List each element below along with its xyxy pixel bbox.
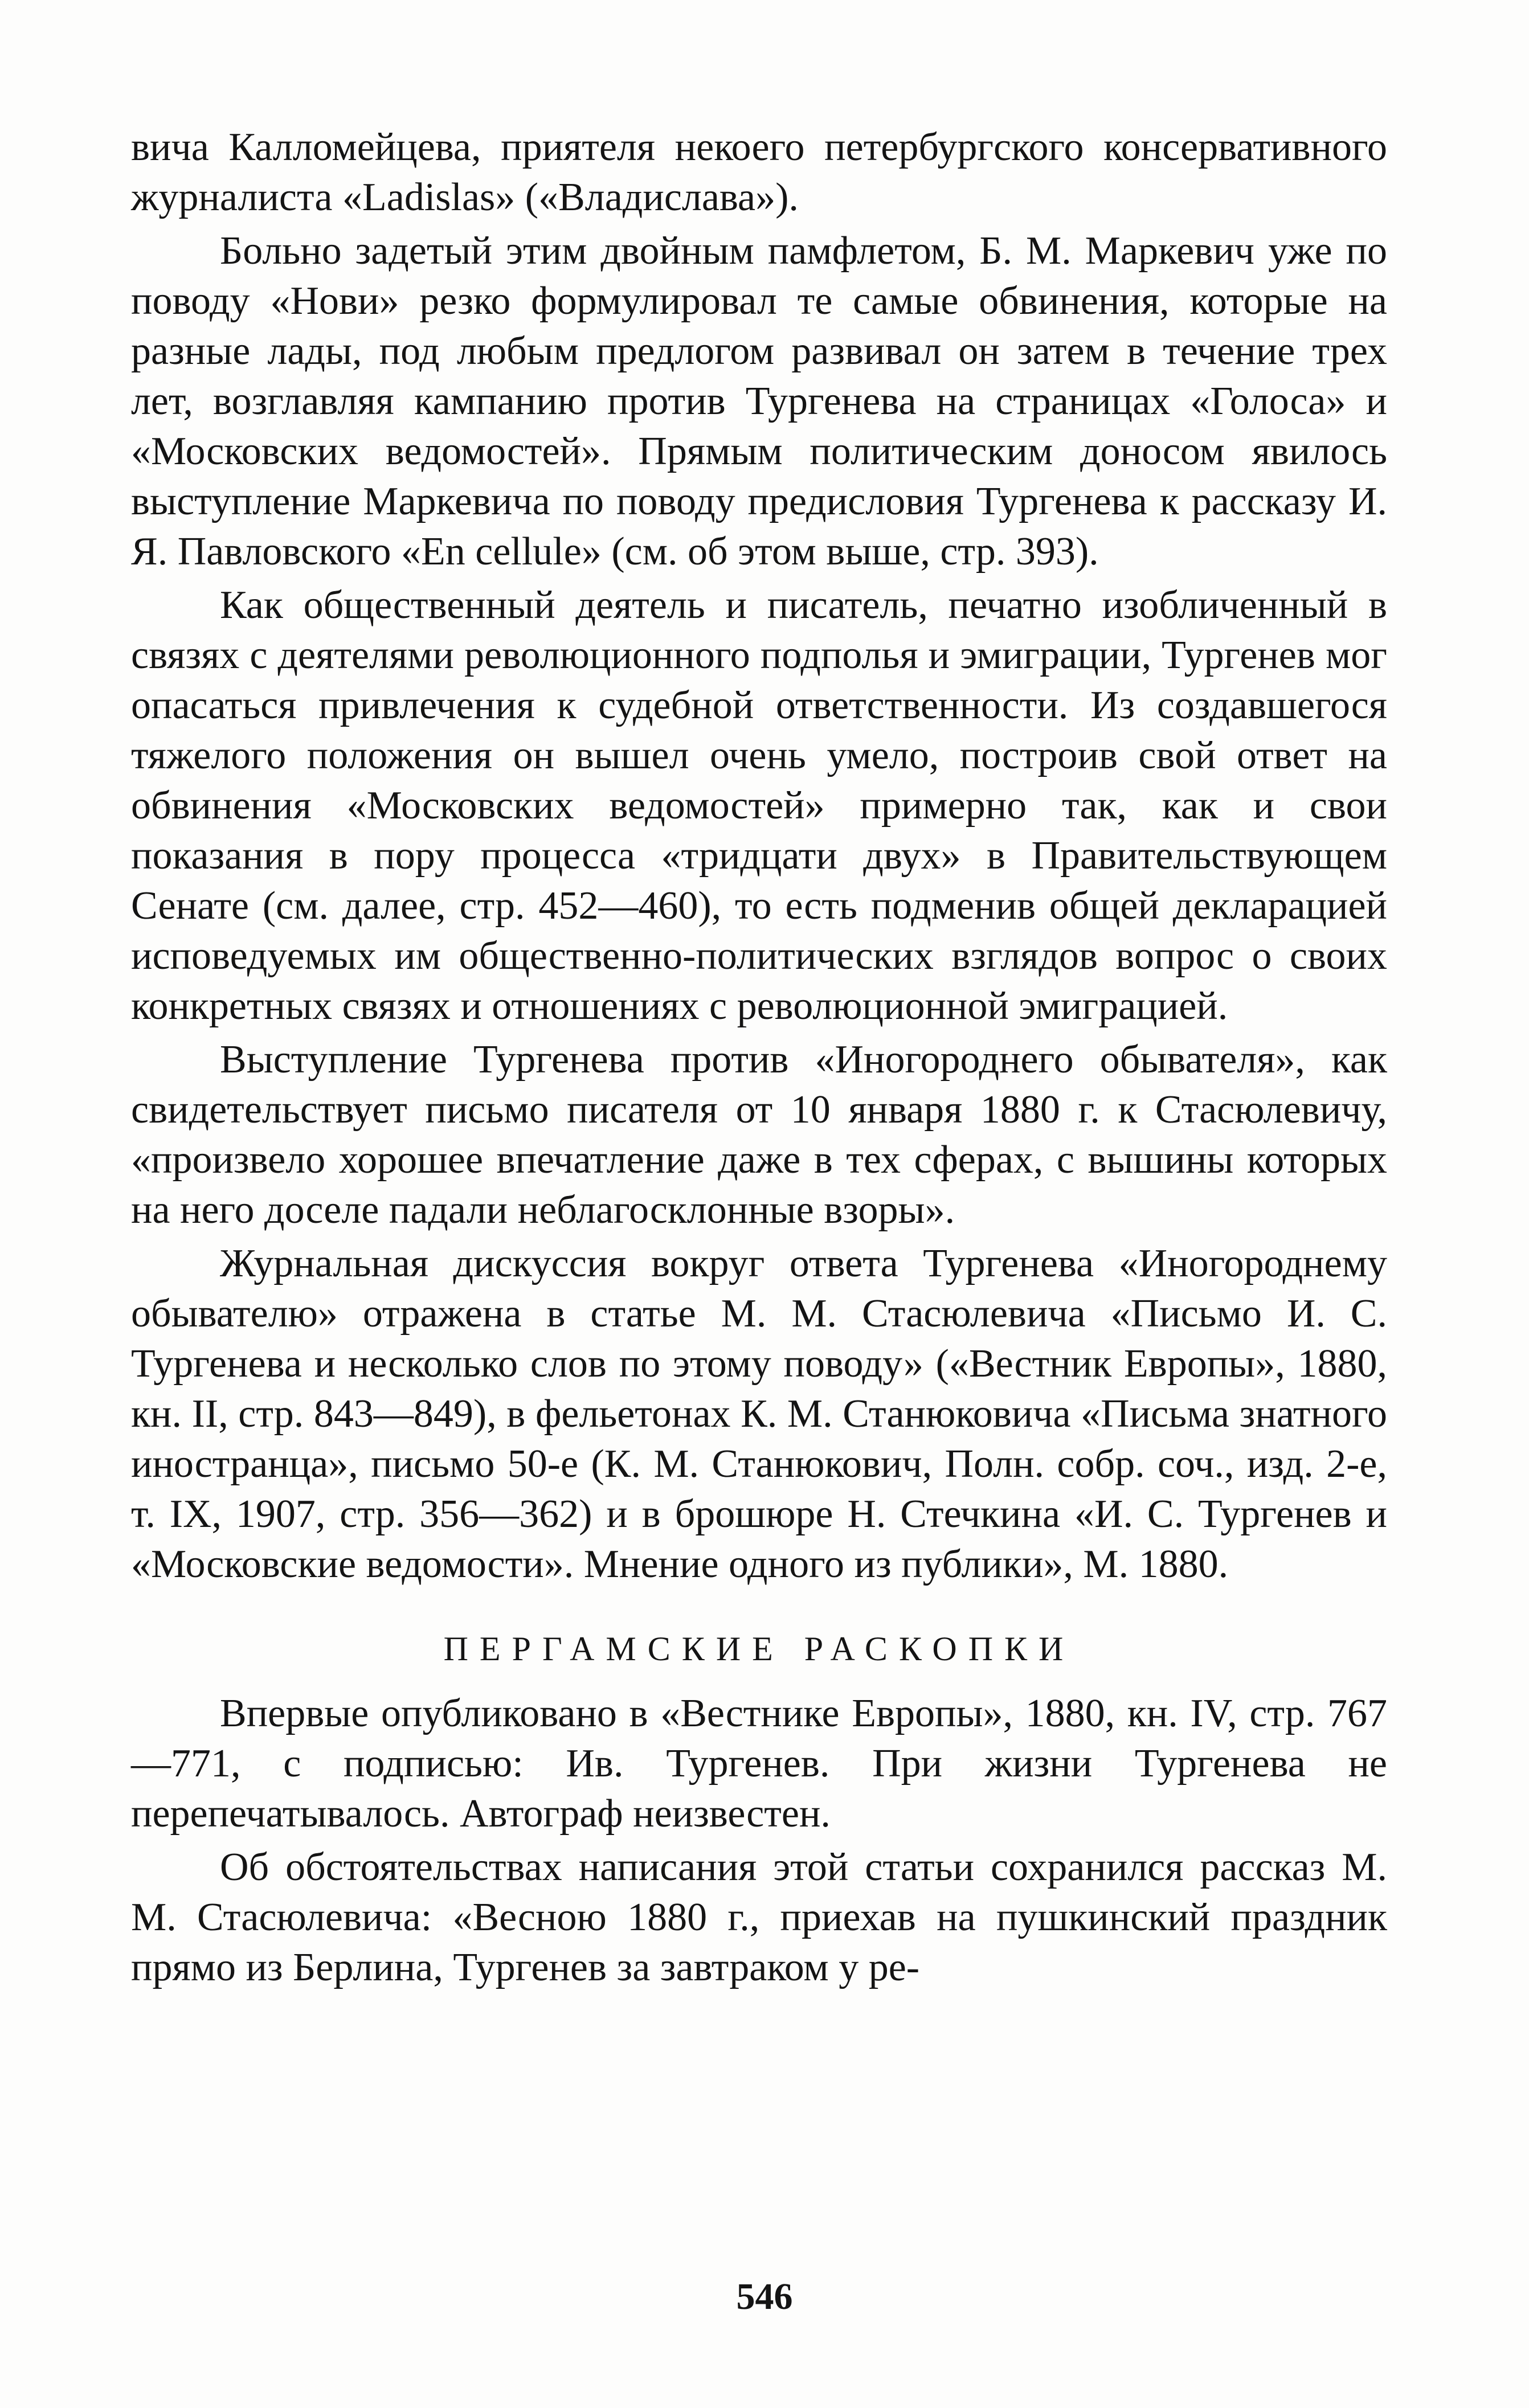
body-text <box>131 122 1387 1996</box>
paragraph: Журнальная дискуссия вокруг ответа Тургенева «Иногороднему обывателю» отражена в статье М. М. Стасюлевича «Письмо И. С. Тургенева и несколько слов по этому поводу» («Вестник Европы», 1880, кн. II, стр. 843—849), в фельетонах К. М. Станюковича «Письма знатного иностранца», письмо 50-е (К. М. Станюкович, Полн. собр. соч., изд. 2-е, т. IX, 1907, стр. 356—362) и в брошюре Н. Стечкина «И. С. Тургенев и «Московские ведомости». Мнение одного из публики», М. 1880. <box>131 1242 1387 1586</box>
page-number: 546 <box>736 2276 793 2317</box>
section-title: ПЕРГАМСКИЕ РАСКОПКИ <box>443 1630 1075 1668</box>
paragraph: Выступление Тургенева против «Иногороднего обывателя», как свидетельствует письмо писателя от 10 января 1880 г. к Стасюлевичу, «произвело хорошее впечатление даже в тех сферах, с вышины которых на него доселе падали неблагосклонные взоры». <box>131 1038 1387 1232</box>
paragraph: Впервые опубликовано в «Вестнике Европы», 1880, кн. IV, стр. 767—771, с подписью: Ив. Тургенев. При жизни Тургенева не перепечатывалось. Автограф неизвестен. <box>131 1692 1387 1836</box>
paragraph: Об обстоятельствах написания этой статьи сохранился рассказ М. М. Стасюлевича: «Весною 1880 г., приехав на пушкинский праздник прямо из Берлина, Тургенев за завтраком у ре- <box>131 1845 1387 1989</box>
paragraph: вича Калломейцева, приятеля некоего петербургского консервативного журналиста «Ladislas» («Владислава»). <box>131 125 1387 219</box>
paragraph: Как общественный деятель и писатель, печатно изобличенный в связях с деятелями революционного подполья и эмиграции, Тургенев мог опасаться привлечения к судебной ответственности. Из создавшегося тяжелого положения он вышел очень умело, построив свой ответ на обвинения «Московских ведомостей» примерно так, как и свои показания в пору процесса «тридцати двух» в Правительствующем Сенате (см. далее, стр. 452—460), то есть подменив общей декларацией исповедуемых им общественно-политических взглядов вопрос о своих конкретных связях и отношениях с революционной эмиграцией. <box>131 583 1387 1028</box>
paragraph: Больно задетый этим двойным памфлетом, Б. М. Маркевич уже по поводу «Нови» резко формулировал те самые обвинения, которые на разные лады, под любым предлогом развивал он затем в течение трех лет, возглавляя кампанию против Тургенева на страницах «Голоса» и «Московских ведомостей». Прямым политическим доносом явилось выступление Маркевича по поводу предисловия Тургенева к рассказу И. Я. Павловского «En cellule» (см. об этом выше, стр. 393). <box>131 229 1387 574</box>
